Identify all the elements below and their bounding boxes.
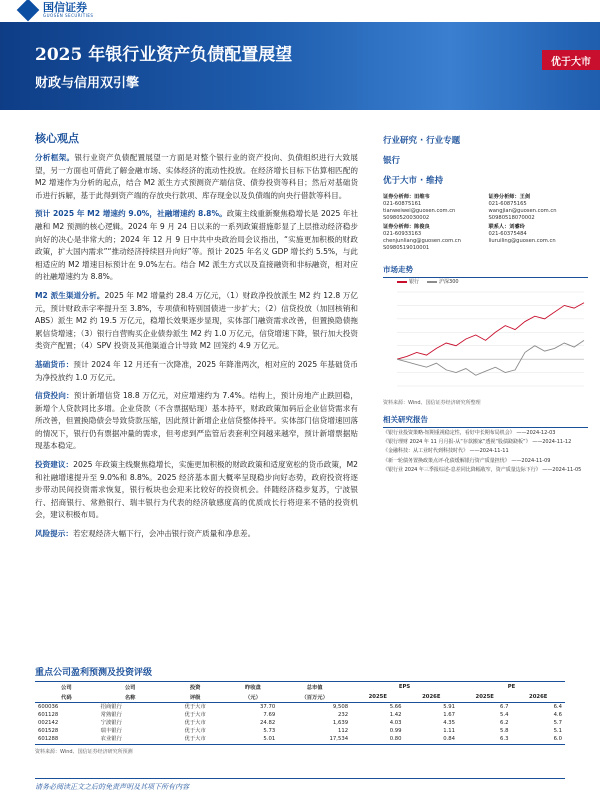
chart-grid [397, 292, 584, 386]
analyst-phone: 021-60375484 [488, 231, 527, 237]
column-header: 评级 [163, 692, 228, 703]
column-header: 2025E [351, 692, 404, 703]
analyst-cert: S0980518070002 [488, 215, 535, 221]
section-title: 核心观点 [35, 132, 79, 145]
cell: 232 [337, 711, 349, 718]
analyst-email: tianweiwei@guosen.com.cn [383, 208, 456, 214]
logo-sub: GUOSEN SECURITIES [43, 13, 94, 18]
related-report-link[interactable]: 《金融科技：从工业时代到科技时代》 ——2024-11-11 [383, 448, 509, 455]
table-row [35, 728, 565, 736]
legend-label: 沪深300 [439, 279, 459, 285]
column-header: 2026E [511, 692, 565, 703]
analyst-email: chenjunliang@guosen.com.cn [383, 238, 461, 244]
market-chart-svg [383, 288, 588, 396]
column-header: 投资 [163, 682, 228, 693]
paragraph [35, 459, 358, 522]
cell: 优于大市 [184, 711, 206, 718]
related-reports-title: 相关研究报告 [383, 414, 588, 428]
cell: 112 [337, 728, 349, 735]
cell: 5.01 [228, 736, 279, 745]
analyst-role: 证券分析师：王剑 [488, 194, 531, 200]
table-title: 重点公司盈利预测及投资评级 [35, 668, 153, 678]
market-chart [383, 288, 588, 396]
series-line-0 [397, 303, 584, 359]
sidebar [383, 134, 588, 474]
cell: 1.67 [443, 711, 455, 718]
paragraph-heading: 基础货币： [35, 359, 74, 369]
legend-item-bank [397, 278, 419, 285]
report-title: 2025 年银行业资产负债配置展望 [35, 45, 293, 65]
column-header: 2026E [405, 692, 458, 703]
cell: 601528 [38, 728, 59, 735]
cell: 4.6 [553, 711, 562, 718]
column-header: 昨收盘 [228, 682, 279, 693]
logo-icon [17, 0, 40, 21]
cell: 农业银行 [98, 736, 163, 745]
analyst-phone: 021-60933163 [383, 231, 422, 237]
analyst-cert: S0980519010001 [383, 245, 430, 251]
footer-divider [35, 778, 565, 779]
paragraph-body: 2025 年政策主线聚焦稳增长，实施更加积极的财政政策和适度宽松的货币政策，M2 和社融增速提升至 9.0%和 8.8%。2025 经济基本面大概率呈现稳步向好态势，政府投资将逐步带动民间投资需求恢复，银行板块也会迎来比较好的投资机会。伴随经济稳步复苏，宁波银行、招商银行、常熟银行、瑞丰银行为代表的经济敏感度高的优质成长行将迎来不错的投资机会，建议积极布局。 [35, 460, 358, 520]
table-row [35, 711, 565, 719]
paragraph [35, 290, 358, 353]
paragraph [35, 359, 358, 384]
paragraph-heading: 信贷投向： [35, 391, 74, 401]
paragraph-body: 银行业资产负债配置展望一方面是对整个银行业的资产投向、负债组织进行大致展望，另一方面也可借此了解金融市场、实体经济的流动性投放。在经济增长目标下估算相匹配的 M2 增速作为分析的起点，结合 M2 派生方式预测资产端信贷、债券投资等科目；然后对基础货币进行拆解，基于此得到资产端的存放央行款项、库存现金以及负债端的向央行借款等科目。 [35, 153, 359, 200]
column-header-eps: EPS [351, 682, 458, 693]
cell: 5.1 [553, 728, 562, 735]
column-header: 总市值 [278, 682, 351, 693]
cell: 601128 [38, 711, 59, 718]
report-subtitle: 财政与信用双引擎 [35, 76, 140, 91]
cell: 601288 [35, 736, 98, 745]
cell: 5.91 [443, 703, 455, 710]
analyst-phone: 021-60875161 [383, 201, 422, 207]
cell: 5.66 [389, 703, 402, 710]
title-banner [0, 22, 600, 110]
related-report-link[interactable]: 《银行理财 2024 年 11 月月报-从“存款搬家”透视“股债跷跷板”》 ——2024-11-12 [383, 439, 572, 446]
cell: 优于大市 [163, 736, 228, 745]
cell: 1,639 [332, 719, 349, 726]
cell: 0.84 [405, 736, 458, 745]
logo [20, 0, 93, 20]
paragraph-body: 政策主线重新聚焦稳增长是 2025 年社融和 M2 预测的核心逻辑。2024 年 9 月 24 日以来的一系列政策措施彰显了上层推动经济稳步向好的决心是非常大的；2024 年 12 月 9 日中共中央政治局会议指出，“实施更加积极的财政政策，扩大国内需求”“推动经济持续回升向好”等。预计 2025 年名义 GDP 增长约 5.5%，与此相适应的 M2 增速目标预计在 9.0%左右。结合 M2 派生方式以及直接融资和非标融资，相对应的社融增速约为 8.8%。 [35, 209, 358, 282]
column-header: 公司 [98, 682, 163, 693]
core-views [35, 130, 358, 547]
column-header: 名称 [98, 692, 163, 703]
analyst-card [383, 224, 483, 252]
cell: 6.3 [458, 736, 511, 745]
cell: 5.4 [500, 711, 509, 718]
cell: 常熟银行 [100, 711, 122, 718]
cell: 1.42 [389, 711, 402, 718]
cell: 5.8 [500, 728, 509, 735]
chart-lines [397, 303, 584, 376]
rating-line: 优于大市 · 维持 [383, 176, 444, 186]
paragraph [35, 390, 358, 453]
cell: 优于大市 [184, 719, 206, 726]
cell: 5.73 [263, 728, 276, 735]
paragraph-body: 预计 2024 年 12 月还有一次降准，2025 年降准两次，相对应的 2025 年基础货币为净投放约 1.0 万亿元。 [35, 359, 358, 382]
industry-name: 银行 [383, 156, 401, 166]
analyst-card [383, 194, 483, 222]
analyst-email: liuruiling@guosen.com.cn [488, 238, 556, 244]
cell: 6.0 [511, 736, 565, 745]
table-header-row [35, 682, 565, 693]
related-report-link[interactable]: 《银行业 2024 年三季报综述-息差同比降幅收窄，资产质量边际下行》 ——2024-11-05 [383, 466, 582, 473]
paragraph-body: 若宏观经济大幅下行，会冲击银行资产质量和净息差。 [72, 529, 256, 539]
cell: 0.80 [351, 736, 404, 745]
table-header-row [35, 692, 565, 703]
cell: 6.4 [553, 703, 562, 710]
column-header: 公司 [35, 682, 98, 693]
chart-legend [397, 278, 588, 285]
forecast-table-section [35, 665, 565, 755]
column-header: 代码 [35, 692, 98, 703]
cell: 宁波银行 [100, 719, 122, 726]
cell: 24.82 [260, 719, 276, 726]
analyst-role: 证券分析师：田维韦 [383, 194, 430, 200]
cell: 优于大市 [184, 703, 206, 710]
column-header: 2025E [458, 692, 511, 703]
column-header-pe: PE [458, 682, 565, 693]
report-category: 行业研究 · 行业专题 [383, 136, 461, 146]
cell: 4.03 [389, 719, 402, 726]
paragraph-heading: 投资建议： [35, 460, 74, 470]
column-header: （百万元） [278, 692, 351, 703]
paragraph [35, 152, 358, 202]
cell: 600036 [38, 703, 59, 710]
cell: 招商银行 [100, 703, 122, 710]
market-trend-title: 市场走势 [383, 264, 588, 278]
analyst-phone: 021-60875165 [488, 201, 527, 207]
cell: 002142 [38, 719, 59, 726]
related-report-link[interactable]: 《新一轮债务置换政策点评-化债缓解银行资产质量担忧》 ——2024-11-09 [383, 457, 551, 464]
forecast-table [35, 681, 565, 745]
cell: 6.7 [500, 703, 509, 710]
analyst-role: 联系人：刘睿玲 [488, 224, 525, 230]
column-header: （元） [228, 692, 279, 703]
analyst-cert: S0980520030002 [383, 215, 430, 221]
paragraph-heading: M2 派生渠道分析。 [35, 290, 105, 300]
cell: 瑞丰银行 [100, 728, 122, 735]
table-row [35, 719, 565, 727]
cell: 17,534 [278, 736, 351, 745]
analyst-card [489, 224, 589, 252]
cell: 7.69 [263, 711, 276, 718]
paragraph-body: 2025 年 M2 增量约 28.4 万亿元，（1）财政净投放派生 M2 约 12.8 万亿元，预计财政赤字率提升至 3.8%，专项债和特别国债进一步扩大；（2）信贷投放（加回核销和 ABS）派生 M2 约 19.5 万亿元，稳增长效果逐步显现，实体部门融资需求改善，但置换隐债拖累信贷增速；（3）银行自营购买企业债券派生 M2 约 1.0 万亿元，信贷增速下降，银行加大投资类资产配置；（4）SPV 投资及其他渠道合计导致 M2 回笼约 4.9 万亿元。 [35, 290, 358, 351]
analyst-list [383, 194, 588, 252]
analyst-role: 证券分析师：陈俊良 [383, 224, 430, 230]
cell: 优于大市 [184, 728, 206, 735]
legend-swatch [397, 281, 407, 283]
cell: 6.2 [500, 719, 509, 726]
legend-item-hs300 [427, 278, 459, 285]
cell: 1.11 [443, 728, 455, 735]
table-row [35, 736, 565, 745]
paragraph-heading: 分析框架。 [35, 153, 75, 162]
paragraph [35, 208, 358, 284]
table-row [35, 703, 565, 712]
chart-source: 资料来源：Wind、国信证券经济研究所整理 [383, 400, 481, 406]
footer-disclaimer: 请务必阅读正文之后的免责声明及其项下所有内容 [35, 783, 189, 791]
cell: 9,508 [332, 703, 349, 710]
rating-badge: 优于大市 [542, 50, 600, 70]
analyst-card [489, 194, 589, 222]
paragraph-body: 预计新增信贷 18.8 万亿元，对应增速约为 7.4%。结构上，预计房地产止跌回稳，新增个人贷款同比多增。企业贷款（不含票据贴现）基本持平，财政政策加码后企业信贷需求有所改善，但置换隐债会导致贷款压缩，因此预计新增企业信贷整体持平。实体部门信贷增速回落的情况下，银行仍有票据冲量的需求，但考虑到严监管后表套利空间越来越窄，预计新增票据贴现基本稳定。 [35, 391, 358, 451]
cell: 5.7 [553, 719, 562, 726]
logo-text: 国信证券 [43, 1, 87, 14]
related-report-link[interactable]: 《银行业投资策略-短期重视稳定性，看好中长期布局机会》 ——2024-12-03 [383, 430, 556, 436]
analyst-email: wangjian@guosen.com.cn [488, 208, 557, 214]
paragraph-heading: 预计 2025 年 M2 增速约 9.0%，社融增速约 8.8%。 [35, 209, 227, 219]
cell: 4.35 [443, 719, 455, 726]
paragraph [35, 528, 358, 541]
cell: 37.70 [260, 703, 276, 710]
legend-swatch [427, 281, 437, 283]
legend-label: 银行 [409, 279, 420, 285]
cell: 0.99 [389, 728, 402, 735]
table-source: 资料来源：Wind、国信证券经济研究所预测 [35, 749, 133, 756]
top-bar [0, 0, 600, 22]
paragraph-heading: 风险提示： [35, 529, 73, 539]
